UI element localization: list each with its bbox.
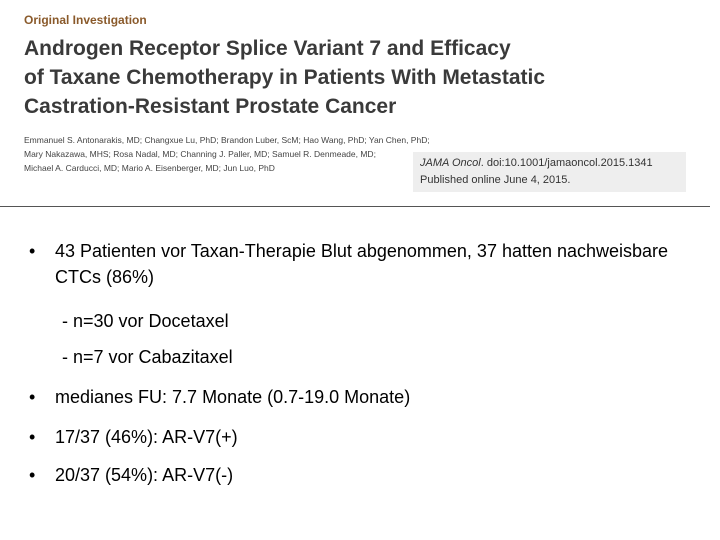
journal-name: JAMA Oncol bbox=[420, 157, 481, 169]
sub-bullet-text: - n=30 vor Docetaxel bbox=[62, 311, 229, 331]
bullet-text: medianes FU: 7.7 Monate (0.7-19.0 Monate) bbox=[55, 387, 411, 407]
section-label: Original Investigation bbox=[24, 13, 147, 27]
bullet-dot: • bbox=[29, 241, 36, 261]
author-line: Michael A. Carducci, MD; Mario A. Eisenberger, MD; Jun Luo, PhD bbox=[24, 163, 275, 173]
citation-doi: . doi:10.1001/jamaoncol.2015.1341 bbox=[480, 157, 653, 169]
sub-bullet-text: - n=7 vor Cabazitaxel bbox=[62, 347, 233, 367]
bullet-item bbox=[29, 384, 689, 410]
title-line: of Taxane Chemotherapy in Patients With Metastatic bbox=[24, 66, 546, 89]
bullet-dot: • bbox=[29, 427, 36, 447]
bullet-item bbox=[29, 424, 689, 450]
bullet-dot: • bbox=[29, 387, 36, 407]
author-line: Emmanuel S. Antonarakis, MD; Changxue Lu, PhD; Brandon Luber, ScM; Hao Wang, PhD; Yan Chen, PhD; bbox=[24, 135, 430, 145]
bullet-text: 17/37 (46%): AR-V7(+) bbox=[55, 427, 238, 447]
bullet-item bbox=[29, 462, 689, 488]
bullet-text: 20/37 (54%): AR-V7(-) bbox=[55, 465, 234, 485]
bullet-item bbox=[29, 238, 689, 290]
title-line: Androgen Receptor Splice Variant 7 and Efficacy bbox=[24, 37, 511, 60]
bullet-text: 43 Patienten vor Taxan-Therapie Blut abgenommen, 37 hatten nachweisbare CTCs (86%) bbox=[55, 241, 669, 287]
bullet-dot: • bbox=[29, 465, 36, 485]
published-date: Published online June 4, 2015. bbox=[420, 174, 571, 186]
author-line: Mary Nakazawa, MHS; Rosa Nadal, MD; Channing J. Paller, MD; Samuel R. Denmeade, MD; bbox=[24, 149, 376, 159]
title-line: Castration-Resistant Prostate Cancer bbox=[24, 95, 397, 118]
